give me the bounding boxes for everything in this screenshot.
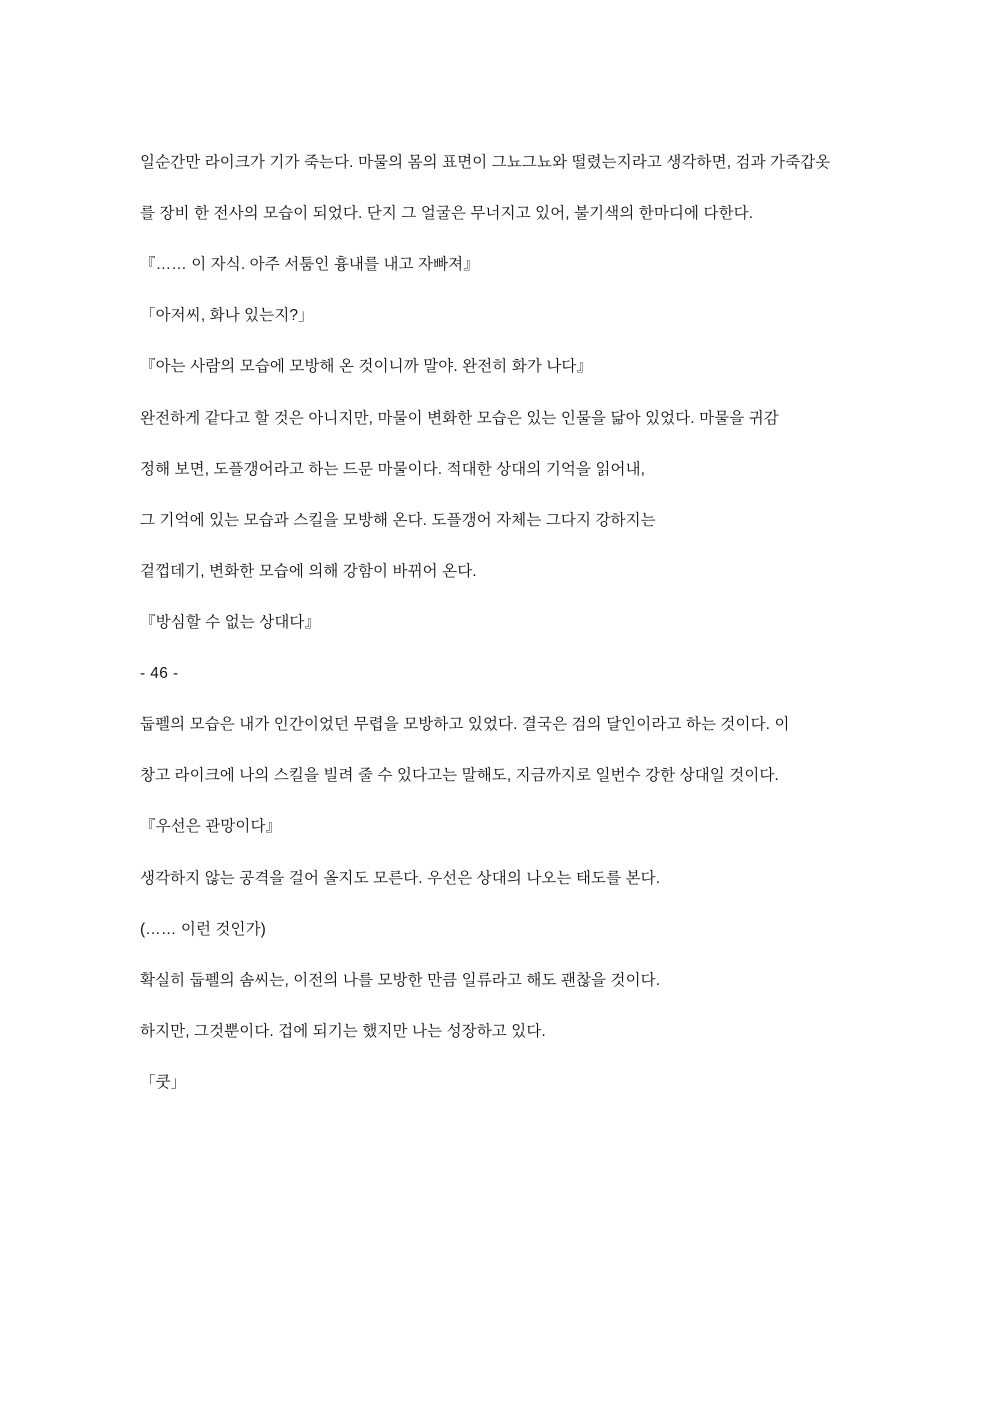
paragraph: 『아는 사람의 모습에 모방해 온 것이니까 말야. 완전히 화가 나다』	[140, 358, 593, 376]
paragraph: 하지만, 그것뿐이다. 겁에 되기는 했지만 나는 성장하고 있다.	[140, 1022, 546, 1040]
paragraph: 확실히 둡펠의 솜씨는, 이전의 나를 모방한 만큼 일류라고 해도 괜찮을 것이다.	[140, 971, 661, 989]
paragraph: 「쿳」	[140, 1073, 187, 1091]
paragraph: 생각하지 않는 공격을 걸어 올지도 모른다. 우선은 상대의 나오는 태도를 본다.	[140, 869, 661, 887]
paragraph: 『…… 이 자식. 아주 서툼인 흉내를 내고 자빠져』	[140, 256, 479, 274]
paragraph: 를 장비 한 전사의 모습이 되었다. 단지 그 얼굴은 무너지고 있어, 불기색의 한마디에 다한다.	[140, 205, 754, 223]
paragraph: 『방심할 수 없는 상대다』	[140, 613, 321, 631]
paragraph: 정해 보면, 도플갱어라고 하는 드문 마물이다. 적대한 상대의 기억을 읽어내,	[140, 460, 646, 478]
paragraph: 「아저씨, 화나 있는지?」	[140, 307, 314, 325]
paragraph: 『우선은 관망이다』	[140, 818, 282, 836]
paragraph: 그 기억에 있는 모습과 스킬을 모방해 온다. 도플갱어 자체는 그다지 강하지는	[140, 511, 656, 529]
page-number: - 46 -	[140, 665, 179, 683]
paragraph: 겉껍데기, 변화한 모습에 의해 강함이 바뀌어 온다.	[140, 562, 477, 580]
paragraph: 완전하게 같다고 할 것은 아니지만, 마물이 변화한 모습은 있는 인물을 닮아 있었다. 마물을 귀감	[140, 409, 779, 427]
paragraph: (…… 이런 것인가)	[140, 920, 266, 938]
paragraph: 둡펠의 모습은 내가 인간이었던 무렵을 모방하고 있었다. 결국은 검의 달인이라고 하는 것이다. 이	[140, 716, 790, 734]
paragraph: 일순간만 라이크가 기가 죽는다. 마물의 몸의 표면이 그뇨그뇨와 떨렸는지라고 생각하면, 검과 가죽갑옷	[140, 154, 831, 171]
paragraph: 창고 라이크에 나의 스킬을 빌려 줄 수 있다고는 말해도, 지금까지로 일번수 강한 상대일 것이다.	[140, 767, 779, 785]
